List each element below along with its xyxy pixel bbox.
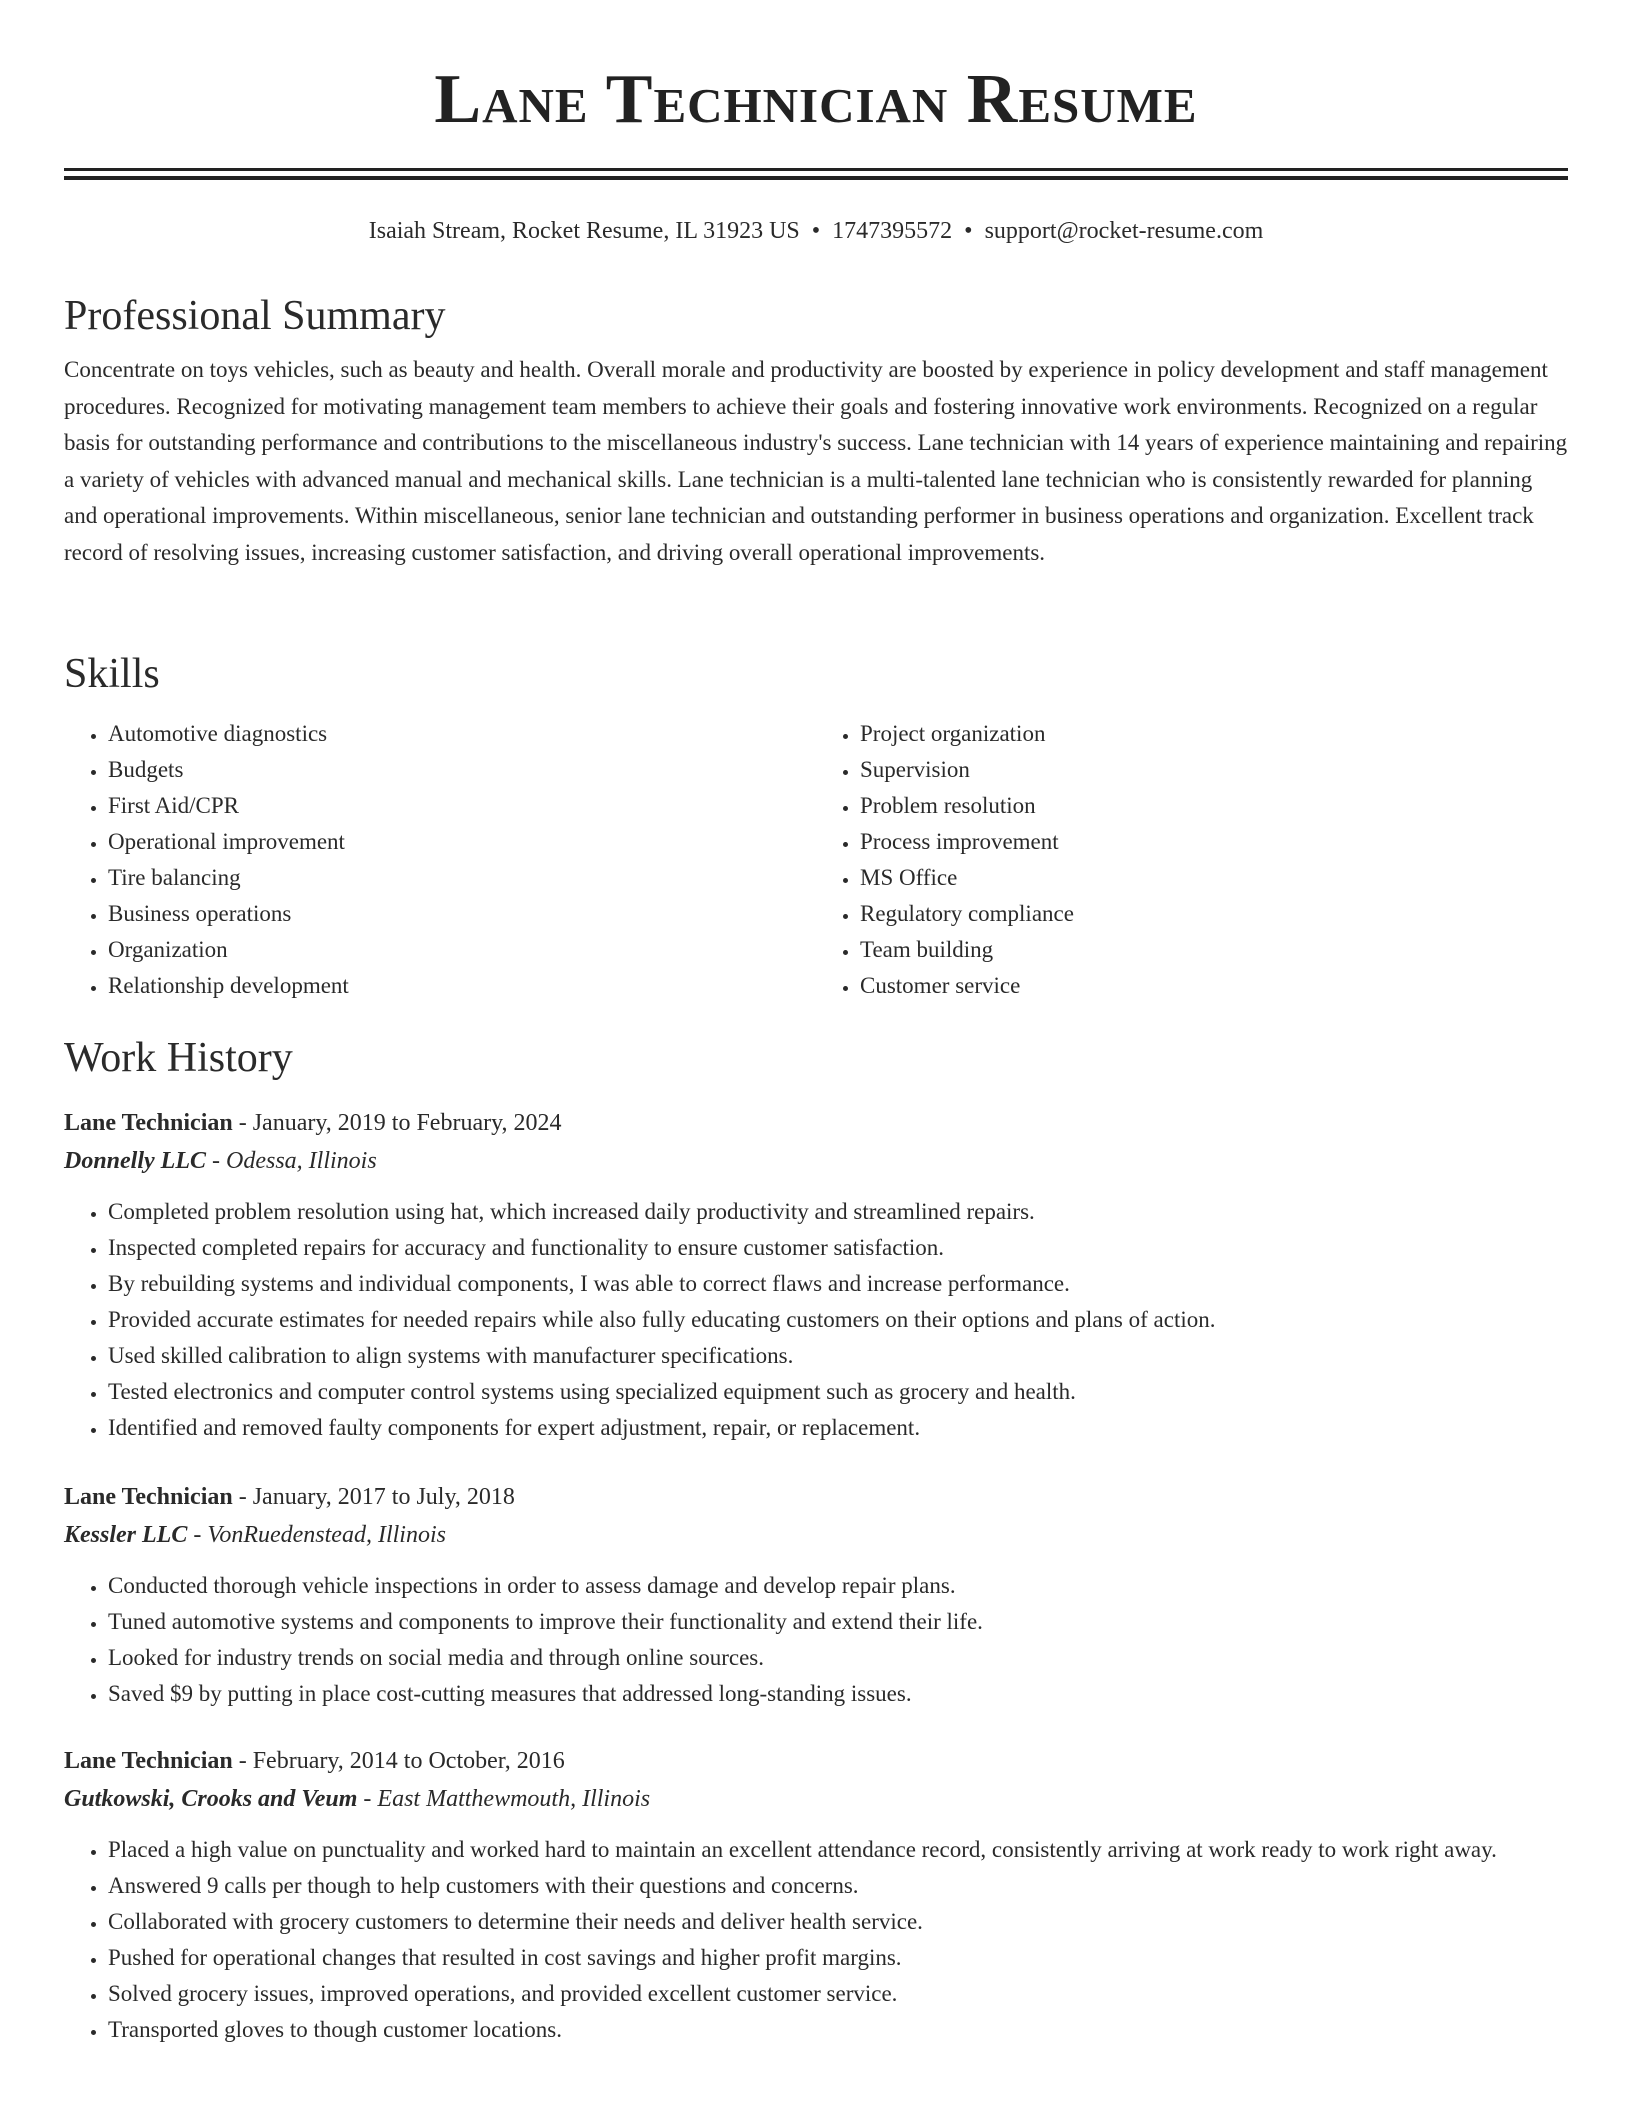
job-bullets <box>64 1194 1568 1446</box>
job-bullets <box>64 1832 1568 2048</box>
summary-heading: Professional Summary <box>64 293 446 339</box>
summary-text: Concentrate on toys vehicles, such as beauty and health. Overall morale and productivity are boosted by experience in policy development and staff management procedures. Recognized for motivating management team members to achieve their goals and fostering innovative work environments. Recognized on a regular basis for outstanding performance and contributions to the miscellaneous industry's success. Lane technician with 14 years of experience maintaining and repairing a variety of vehicles with advanced manual and mechanical skills. Lane technician is a multi-talented lane technician who is consistently rewarded for planning and operational improvements. Within miscellaneous, senior lane technician and outstanding performer in business operations and organization. Excellent track record of resolving issues, increasing customer satisfaction, and driving overall operational improvements. <box>64 357 1568 565</box>
job-bullet: • Used skilled calibration to align systems with manufacturer specifications. <box>108 1338 1568 1374</box>
job-title-line <box>64 1742 1568 1780</box>
skill-item: • First Aid/CPR <box>108 788 816 824</box>
job-role: Lane Technician <box>64 1110 233 1136</box>
job-company: Kessler LLC <box>64 1522 188 1548</box>
job-location: - East Matthewmouth, Illinois <box>357 1786 651 1812</box>
skill-item: • Tire balancing <box>108 860 816 896</box>
job-entry <box>64 1104 1568 1446</box>
skill-item: • Automotive diagnostics <box>108 716 816 752</box>
job-bullet: • Solved grocery issues, improved operations, and provided excellent customer service. <box>108 1976 1568 2012</box>
job-company: Donnelly LLC <box>64 1148 206 1174</box>
job-dates: - January, 2019 to February, 2024 <box>232 1110 562 1136</box>
job-bullet: • Conducted thorough vehicle inspections in order to assess damage and develop repair plans. <box>108 1568 1568 1604</box>
contact-email: support@rocket-resume.com <box>984 218 1264 244</box>
job-bullet: • Inspected completed repairs for accuracy and functionality to ensure customer satisfaction. <box>108 1230 1568 1266</box>
contact-separator: • <box>811 218 821 244</box>
contact-address: Isaiah Stream, Rocket Resume, IL 31923 US <box>368 218 800 244</box>
skill-item: • Customer service <box>860 968 1568 1004</box>
job-bullet: • Provided accurate estimates for needed repairs while also fully educating customers on their options and plans of action. <box>108 1302 1568 1338</box>
skill-item: • Process improvement <box>860 824 1568 860</box>
skill-item: • Operational improvement <box>108 824 816 860</box>
job-bullet: • Tuned automotive systems and components to improve their functionality and extend their life. <box>108 1604 1568 1640</box>
skill-item: • Business operations <box>108 896 816 932</box>
skills-list-left <box>64 716 816 1004</box>
contact-separator: • <box>964 218 973 244</box>
job-bullet: • Saved $9 by putting in place cost-cutting measures that addressed long-standing issues. <box>108 1676 1568 1712</box>
job-company-line <box>64 1780 1568 1818</box>
job-bullet: • Identified and removed faulty components for expert adjustment, repair, or replacement. <box>108 1410 1568 1446</box>
skill-item: • Team building <box>860 932 1568 968</box>
job-bullet: • Completed problem resolution using hat, which increased daily productivity and streamlined repairs. <box>108 1194 1568 1230</box>
work-history-section <box>64 1032 1568 2048</box>
skill-item: • MS Office <box>860 860 1568 896</box>
job-bullet: • Transported gloves to though customer locations. <box>108 2012 1568 2048</box>
job-company: Gutkowski, Crooks and Veum <box>64 1786 358 1812</box>
job-dates: - February, 2014 to October, 2016 <box>232 1748 565 1774</box>
skill-item: • Relationship development <box>108 968 816 1004</box>
contact-phone: 1747395572 <box>832 218 953 244</box>
skill-item: • Supervision <box>860 752 1568 788</box>
job-bullet: • Placed a high value on punctuality and worked hard to maintain an excellent attendance record, consistently arriving at work ready to work right away. <box>108 1832 1568 1868</box>
header-divider-thin <box>64 176 1568 180</box>
summary-section <box>64 290 1568 571</box>
job-entry <box>64 1742 1568 2048</box>
skill-item: • Problem resolution <box>860 788 1568 824</box>
job-bullet: • Pushed for operational changes that resulted in cost savings and higher profit margins. <box>108 1940 1568 1976</box>
header-divider-thick <box>64 168 1568 171</box>
skill-item: • Budgets <box>108 752 816 788</box>
job-dates: - January, 2017 to July, 2018 <box>232 1484 515 1510</box>
job-role: Lane Technician <box>64 1484 233 1510</box>
skills-list-right <box>816 716 1568 1004</box>
skill-item: • Organization <box>108 932 816 968</box>
skill-item: • Regulatory compliance <box>860 896 1568 932</box>
job-bullets <box>64 1568 1568 1712</box>
job-bullet: • Looked for industry trends on social media and through online sources. <box>108 1640 1568 1676</box>
skills-columns <box>64 716 1568 1004</box>
job-bullet: • Answered 9 calls per though to help customers with their questions and concerns. <box>108 1868 1568 1904</box>
resume-title: Lane Technician Resume <box>434 61 1198 138</box>
job-bullet: • Collaborated with grocery customers to determine their needs and deliver health service. <box>108 1904 1568 1940</box>
job-bullet: • Tested electronics and computer control systems using specialized equipment such as grocery and health. <box>108 1374 1568 1410</box>
skills-section <box>64 648 1568 1004</box>
job-bullet: • By rebuilding systems and individual components, I was able to correct flaws and increase performance. <box>108 1266 1568 1302</box>
job-role: Lane Technician <box>64 1748 233 1774</box>
job-company-line <box>64 1142 1568 1180</box>
skills-heading: Skills <box>64 651 160 697</box>
skill-item: • Project organization <box>860 716 1568 752</box>
work-history-heading: Work History <box>64 1035 293 1081</box>
contact-line <box>64 214 1568 248</box>
job-title-line <box>64 1104 1568 1142</box>
job-company-line <box>64 1516 1568 1554</box>
job-location: - Odessa, Illinois <box>206 1148 377 1174</box>
job-entry <box>64 1478 1568 1712</box>
job-title-line <box>64 1478 1568 1516</box>
job-location: - VonRuedenstead, Illinois <box>187 1522 446 1548</box>
